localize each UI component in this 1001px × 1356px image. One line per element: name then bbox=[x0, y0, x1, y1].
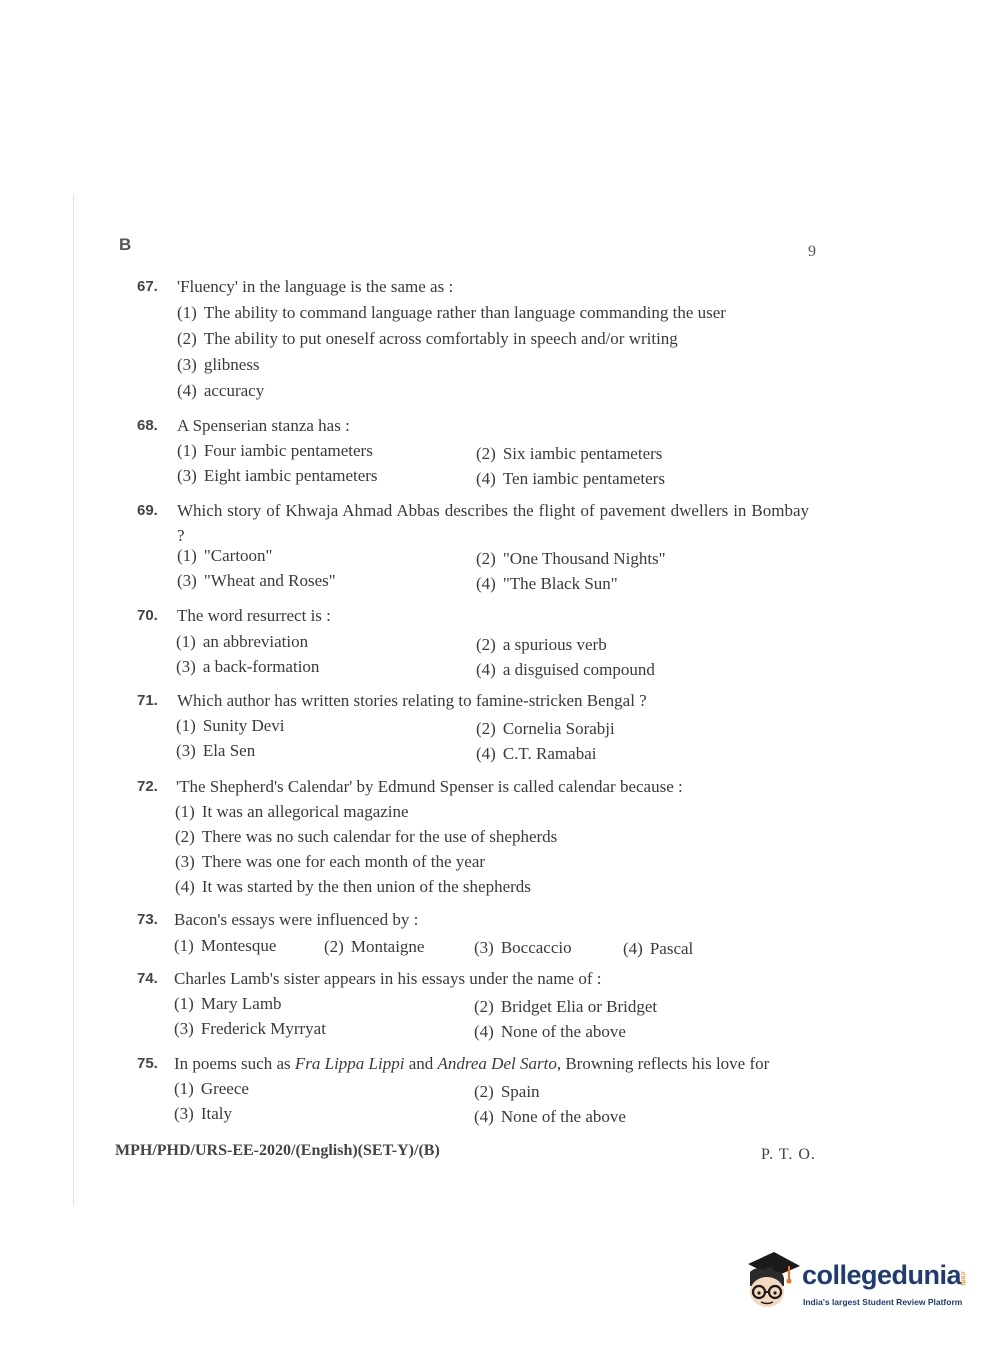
question-number: 73. bbox=[137, 911, 158, 928]
question-text: The word resurrect is : bbox=[177, 606, 331, 625]
question-text-part: , Browning reflects his love for bbox=[556, 1054, 770, 1073]
question-text: Which story of Khwaja Ahmad Abbas describes the flight of pavement dwellers in Bombay ? bbox=[177, 501, 809, 545]
option-4 bbox=[476, 571, 618, 596]
option-3 bbox=[174, 1016, 326, 1041]
option-text: "Wheat and Roses" bbox=[203, 571, 336, 590]
option-4 bbox=[476, 466, 665, 491]
option-1 bbox=[174, 1076, 249, 1101]
option-number: (3) bbox=[177, 355, 197, 374]
option-2 bbox=[476, 716, 615, 741]
question-number: 67. bbox=[137, 278, 158, 295]
option-text: Greece bbox=[200, 1079, 249, 1098]
option-text: Four iambic pentameters bbox=[203, 441, 373, 460]
option-number: (2) bbox=[175, 827, 195, 846]
option-2 bbox=[476, 441, 662, 466]
question-text: Bacon's essays were influenced by : bbox=[174, 910, 419, 929]
option-number: (2) bbox=[474, 1082, 494, 1101]
option-number: (3) bbox=[176, 741, 196, 760]
option-text: glibness bbox=[203, 355, 260, 374]
option-text: accuracy bbox=[203, 381, 265, 400]
option-1 bbox=[175, 799, 409, 824]
option-number: (4) bbox=[476, 744, 496, 763]
option-text: Pascal bbox=[649, 939, 694, 958]
option-text: Spain bbox=[500, 1082, 540, 1101]
option-1 bbox=[174, 991, 282, 1016]
option-number: (4) bbox=[476, 660, 496, 679]
option-number: (1) bbox=[176, 632, 196, 651]
option-1 bbox=[174, 933, 276, 958]
question-number: 75. bbox=[137, 1055, 158, 1072]
set-letter: B bbox=[119, 235, 132, 254]
option-3 bbox=[177, 352, 260, 377]
option-text: "The Black Sun" bbox=[502, 574, 618, 593]
option-number: (3) bbox=[174, 1019, 194, 1038]
option-text: Bridget Elia or Bridget bbox=[500, 997, 658, 1016]
option-2 bbox=[324, 934, 424, 959]
option-number: (1) bbox=[174, 1079, 194, 1098]
option-number: (3) bbox=[177, 571, 197, 590]
question-number: 69. bbox=[137, 502, 158, 519]
logo-domain-suffix: .com bbox=[959, 1270, 966, 1286]
page-margin-line bbox=[73, 195, 74, 1205]
option-2 bbox=[175, 824, 557, 849]
option-1 bbox=[177, 300, 726, 325]
option-text: "One Thousand Nights" bbox=[502, 549, 666, 568]
question-text: 'Fluency' in the language is the same as : bbox=[177, 277, 454, 296]
option-2 bbox=[474, 994, 657, 1019]
option-text: Ela Sen bbox=[202, 741, 256, 760]
option-number: (2) bbox=[476, 719, 496, 738]
option-number: (4) bbox=[476, 469, 496, 488]
option-number: (3) bbox=[174, 1104, 194, 1123]
option-text: "Cartoon" bbox=[203, 546, 273, 565]
student-mascot-icon bbox=[742, 1250, 800, 1314]
option-number: (1) bbox=[175, 802, 195, 821]
option-text: Eight iambic pentameters bbox=[203, 466, 378, 485]
question-text-part: and bbox=[404, 1054, 438, 1073]
option-number: (4) bbox=[177, 381, 197, 400]
option-text: Montaigne bbox=[350, 937, 425, 956]
option-text: None of the above bbox=[500, 1022, 626, 1041]
option-3 bbox=[174, 1101, 232, 1126]
question-text bbox=[174, 1051, 814, 1076]
question-text-part: In poems such as bbox=[174, 1054, 295, 1073]
question-number: 74. bbox=[137, 970, 158, 987]
option-number: (4) bbox=[476, 574, 496, 593]
pto-label: P. T. O. bbox=[761, 1146, 816, 1163]
question-number: 68. bbox=[137, 417, 158, 434]
option-4 bbox=[175, 874, 531, 899]
option-text: Montesque bbox=[200, 936, 277, 955]
option-number: (1) bbox=[177, 303, 197, 322]
option-number: (1) bbox=[174, 936, 194, 955]
poem-title: Fra Lippa Lippi bbox=[294, 1054, 405, 1073]
logo-wordmark: collegedunia bbox=[802, 1260, 962, 1290]
option-text: C.T. Ramabai bbox=[502, 744, 597, 763]
option-text: There was one for each month of the year bbox=[201, 852, 486, 871]
option-number: (3) bbox=[175, 852, 195, 871]
question-text: A Spenserian stanza has : bbox=[177, 416, 350, 435]
option-1 bbox=[176, 629, 308, 654]
option-text: Boccaccio bbox=[500, 938, 572, 957]
option-3 bbox=[177, 463, 378, 488]
option-text: a spurious verb bbox=[502, 635, 607, 654]
option-number: (1) bbox=[174, 994, 194, 1013]
question-text: Which author has written stories relating to famine-stricken Bengal ? bbox=[177, 691, 647, 710]
option-4 bbox=[476, 741, 596, 766]
question-number: 71. bbox=[137, 692, 158, 709]
option-text: It was an allegorical magazine bbox=[201, 802, 409, 821]
option-3 bbox=[177, 568, 336, 593]
option-number: (2) bbox=[177, 329, 197, 348]
option-text: It was started by the then union of the shepherds bbox=[201, 877, 531, 896]
question-text: Charles Lamb's sister appears in his essays under the name of : bbox=[174, 969, 602, 988]
logo-tagline: India's largest Student Review Platform bbox=[803, 1297, 963, 1307]
option-number: (3) bbox=[177, 466, 197, 485]
option-1 bbox=[177, 543, 272, 568]
option-2 bbox=[476, 546, 666, 571]
option-text: an abbreviation bbox=[202, 632, 309, 651]
question-text: 'The Shepherd's Calendar' by Edmund Spenser is called calendar because : bbox=[176, 777, 683, 796]
poem-title: Andrea Del Sarto bbox=[437, 1054, 557, 1073]
collegedunia-logo[interactable] bbox=[742, 1250, 972, 1320]
option-4 bbox=[474, 1104, 626, 1129]
option-text: Cornelia Sorabji bbox=[502, 719, 615, 738]
option-text: Italy bbox=[200, 1104, 232, 1123]
option-2 bbox=[177, 326, 678, 351]
option-2 bbox=[476, 632, 607, 657]
option-number: (4) bbox=[474, 1107, 494, 1126]
page-number: 9 bbox=[808, 243, 816, 260]
question-number: 72. bbox=[137, 778, 158, 795]
option-4 bbox=[177, 378, 264, 403]
option-text: Sunity Devi bbox=[202, 716, 285, 735]
option-3 bbox=[176, 654, 319, 679]
option-2 bbox=[474, 1079, 540, 1104]
option-number: (2) bbox=[324, 937, 344, 956]
option-text: Frederick Myrryat bbox=[200, 1019, 326, 1038]
option-1 bbox=[176, 713, 285, 738]
option-4 bbox=[474, 1019, 626, 1044]
option-4 bbox=[623, 936, 693, 961]
option-text: a back-formation bbox=[202, 657, 320, 676]
option-number: (3) bbox=[474, 938, 494, 957]
option-number: (1) bbox=[177, 546, 197, 565]
option-number: (1) bbox=[176, 716, 196, 735]
option-text: None of the above bbox=[500, 1107, 626, 1126]
option-text: a disguised compound bbox=[502, 660, 655, 679]
option-number: (4) bbox=[175, 877, 195, 896]
option-text: Six iambic pentameters bbox=[502, 444, 663, 463]
option-number: (1) bbox=[177, 441, 197, 460]
option-number: (3) bbox=[176, 657, 196, 676]
option-4 bbox=[476, 657, 655, 682]
option-3 bbox=[175, 849, 485, 874]
option-text: Mary Lamb bbox=[200, 994, 282, 1013]
option-number: (2) bbox=[474, 997, 494, 1016]
question-number: 70. bbox=[137, 607, 158, 624]
option-text: The ability to command language rather than language commanding the user bbox=[203, 303, 726, 322]
option-number: (2) bbox=[476, 549, 496, 568]
option-1 bbox=[177, 438, 373, 463]
option-text: The ability to put oneself across comfortably in speech and/or writing bbox=[203, 329, 678, 348]
option-3 bbox=[474, 935, 572, 960]
paper-code: MPH/PHD/URS-EE-2020/(English)(SET-Y)/(B) bbox=[115, 1142, 440, 1159]
option-number: (4) bbox=[623, 939, 643, 958]
option-text: Ten iambic pentameters bbox=[502, 469, 665, 488]
option-number: (4) bbox=[474, 1022, 494, 1041]
option-text: There was no such calendar for the use of shepherds bbox=[201, 827, 558, 846]
option-3 bbox=[176, 738, 255, 763]
option-number: (2) bbox=[476, 444, 496, 463]
option-number: (2) bbox=[476, 635, 496, 654]
